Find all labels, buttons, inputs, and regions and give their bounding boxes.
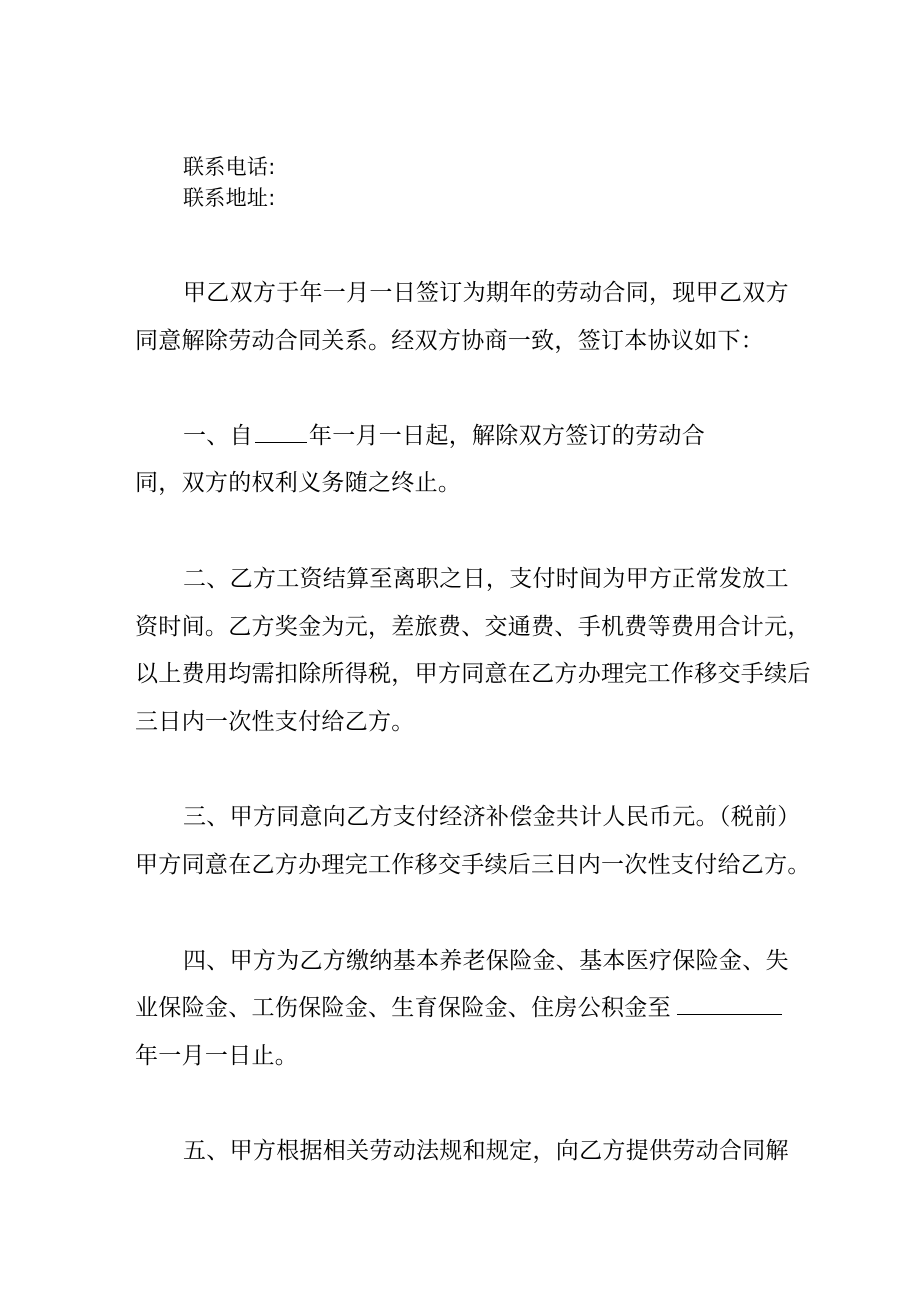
clause-2-line-4: 三日内一次性支付给乙方。 (135, 709, 415, 735)
clause-2-line-2: 资时间。乙方奖金为元，差旅费、交通费、手机费等费用合计元， (135, 614, 811, 640)
clause-1-rest: 年一月一日起，解除双方签订的劳动合 (308, 423, 706, 449)
intro-line-1: 甲乙双方于年一月一日签订为期年的劳动合同，现甲乙双方 (183, 280, 789, 306)
clause-5-line-1: 五、甲方根据相关劳动法规和规定，向乙方提供劳动合同解 (183, 1138, 789, 1164)
clause-4-text: 业保险金、工伤保险金、生育保险金、住房公积金至 (135, 995, 671, 1021)
clause-2-line-3: 以上费用均需扣除所得税，甲方同意在乙方办理完工作移交手续后 (135, 661, 811, 687)
clause-1-line-2: 同，双方的权利义务随之终止。 (135, 470, 462, 496)
contact-address-label: 联系地址: (183, 186, 276, 210)
clause-2-line-1: 二、乙方工资结算至离职之日，支付时间为甲方正常发放工 (183, 566, 789, 592)
clause-1-prefix: 一、自 (183, 423, 253, 449)
clause-4-line-3: 年一月一日止。 (135, 1043, 299, 1069)
intro-line-2: 同意解除劳动合同关系。经双方协商一致，签订本协议如下： (135, 328, 765, 354)
clause-4-line-1: 四、甲方为乙方缴纳基本养老保险金、基本医疗保险金、失 (183, 948, 789, 974)
date-year-blank (255, 420, 307, 443)
clause-3-line-2: 甲方同意在乙方办理完工作移交手续后三日内一次性支付给乙方。 (135, 852, 811, 878)
clause-4-line-2 (135, 992, 782, 1024)
clause-3-line-1: 三、甲方同意向乙方支付经济补偿金共计人民币元。（税前） (183, 804, 801, 830)
clause-1-line-1 (183, 420, 705, 452)
end-date-blank (677, 992, 782, 1015)
contact-phone-label: 联系电话: (183, 155, 276, 179)
